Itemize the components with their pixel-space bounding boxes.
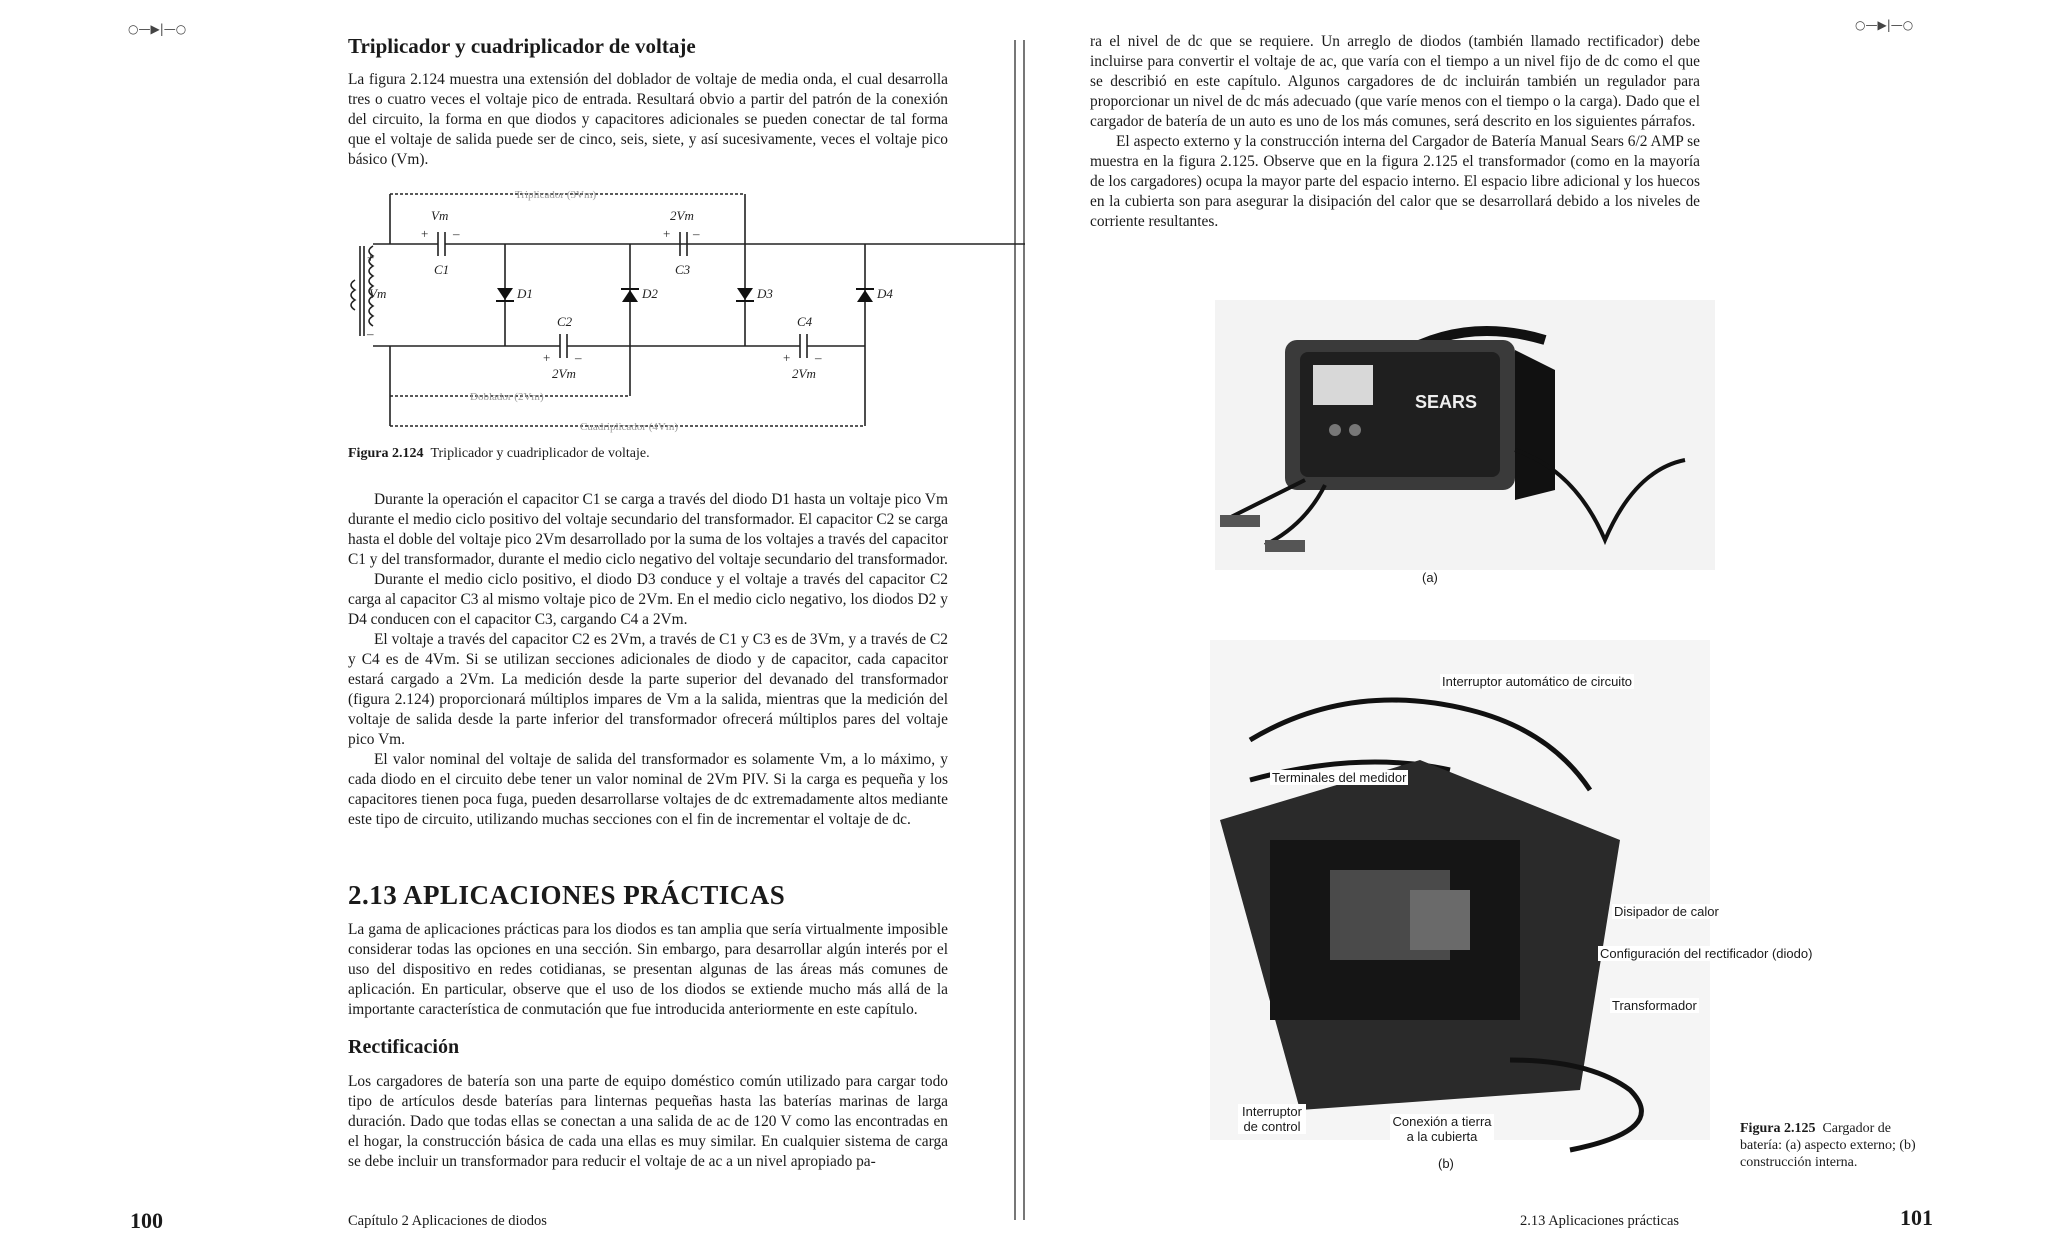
footer-left: Capítulo 2 Aplicaciones de diodos (348, 1213, 547, 1229)
photo-charger-exterior (1215, 300, 1715, 570)
svg-text:+: + (421, 226, 429, 241)
section-title-triplicador: Triplicador y cuadriplicador de voltaje (348, 34, 696, 58)
callout-disipador: Disipador de calor (1614, 904, 1719, 919)
photo-a-label: (a) (1422, 570, 1438, 585)
rectificacion-paragraph: Los cargadores de batería son una parte de equipo doméstico común utilizado para cargar todo tipo de artículos desde baterías para linternas pequeñas hasta las baterías marinas de larga duración. Dado que todas ellas se conectan a una salida de ac de 120 V como las encontradas en el hogar, la construcción básica de cada una ellas es muy similar. En cualquier sistema de carga se debe incluir un transformador para reducir el voltaje de ac a un nivel apropiado pa- (348, 1073, 948, 1170)
label-quadrupler: Cuadriplicador (4Vm) (580, 421, 679, 433)
svg-text:+: + (783, 350, 791, 365)
label-2vm-top: 2Vm (670, 208, 694, 223)
callout-interruptor-automatico: Interruptor automático de circuito (1442, 674, 1633, 689)
page-number-right: 101 (1900, 1205, 1933, 1230)
callout-terminales-medidor: Terminales del medidor (1272, 770, 1407, 785)
label-d1: D1 (517, 286, 533, 301)
page-number-left: 100 (130, 1208, 163, 1233)
svg-text:–: – (453, 226, 460, 241)
callout-conexion-tierra: Conexión a tierra a la cubierta (1390, 1114, 1494, 1144)
gutter-rule (1014, 40, 1016, 1220)
callout-interruptor-control: Interruptor de control (1238, 1104, 1306, 1134)
label-d2: D2 (642, 286, 658, 301)
rectificacion-heading: Rectificación (348, 1036, 460, 1058)
figure-2-124-circuit (345, 186, 893, 438)
label-d3: D3 (757, 286, 773, 301)
section-213-heading: 2.13 APLICACIONES PRÁCTICAS (348, 880, 786, 910)
gutter-rule (1023, 40, 1025, 1220)
photo-b-label: (b) (1438, 1156, 1454, 1171)
label-vm-top: Vm (431, 208, 449, 223)
svg-text:+: + (367, 250, 375, 265)
svg-text:–: – (367, 326, 374, 341)
footer-right: 2.13 Aplicaciones prácticas (1520, 1213, 1680, 1229)
callout-transformador: Transformador (1612, 998, 1697, 1013)
body-text: Durante la operación el capacitor C1 se carga a través del diodo D1 hasta un voltaje pico Vm durante el medio ciclo positivo del voltaje secundario del transformador. El capacitor C2 se carga hasta el doble del voltaje pico 2Vm desarrollado por la suma de los voltajes a través del capacitor C1 y del transformador, durante el medio ciclo negativo del voltaje secundario del transformador. Durante el medio ciclo positivo, el diodo D3 conduce y el voltaje a través del capacitor C2 carga al capacitor C3 al mismo voltaje pico de 2Vm. En el medio ciclo negativo, los diodos D2 y D4 conducen con el capacitor C3, cargando C4 a 2Vm. El voltaje a través del capacitor C2 es 2Vm, a través de C1 y C3 es de 3Vm, y a través de C2 y C4 es de 4Vm. Si se utilizan secciones adicionales de diodo y de capacitor, cada capacitor estará cargado a 2Vm. La medición desde la parte superior del devanado del transformador (figura 2.124) proporcionará múltiplos impares de Vm a la salida, mientras que la medición del voltaje de salida desde la parte inferior del transformador ofrecerá múltiplos pares del voltaje pico Vm. El valor nominal del voltaje de salida del transformador es solamente Vm, a lo máximo, y cada diodo en el circuito debe tener un valor nominal de 2Vm PIV. Si la carga es pequeña y los capacitores tienen poca fuga, pueden desarrollarse voltajes de dc extremadamente altos mediante este tipo de circuito, utilizando muchas secciones con el fin de incrementar el voltaje de dc. (348, 491, 948, 828)
figure-2-125-caption: Figura 2.125 Cargador de batería: (a) aspecto externo; (b) construcción interna. (1740, 1121, 1916, 1170)
label-c4: C4 (797, 314, 813, 329)
svg-text:+: + (543, 350, 551, 365)
figure-2-124-caption: Figura 2.124 Triplicador y cuadriplicador de voltaje. (348, 446, 650, 461)
intro-paragraph: La figura 2.124 muestra una extensión del doblador de voltaje de media onda, el cual desarrolla tres o cuatro veces el voltaje pico de entrada. Resultará obvio a partir del patrón de la conexión del circuito, la forma en que diodos y capacitores adicionales se pueden conectar de tal forma que el voltaje de salida puede ser de cinco, seis, siete, y así sucesivamente, veces el voltaje pico básico (Vm). (348, 71, 948, 168)
label-vm-secondary: Vm (369, 286, 387, 301)
diode-symbol-icon: ○—▶|—○ (128, 22, 187, 36)
charger-brand-label: SEARS (1415, 392, 1478, 412)
label-doubler: Doblador (2Vm) (470, 391, 544, 403)
label-2vm-c4: 2Vm (792, 366, 816, 381)
svg-text:–: – (815, 350, 822, 365)
callout-configuracion: Configuración del rectificador (diodo) (1600, 946, 1813, 961)
svg-text:–: – (575, 350, 582, 365)
svg-text:–: – (693, 226, 700, 241)
label-c1: C1 (434, 262, 450, 277)
label-c3: C3 (675, 262, 691, 277)
label-2vm-c2: 2Vm (552, 366, 576, 381)
diode-symbol-icon: ○—▶|—○ (1855, 18, 1914, 32)
right-top-paragraphs: ra el nivel de dc que se requiere. Un arreglo de diodos (también llamado rectificador) debe incluirse para convertir el voltaje de ac, que varía con el tiempo a un nivel fijo de dc como el que se describió en este capítulo. Algunos cargadores de dc incluirán también un regulador para proporcionar un nivel de dc más adecuado (que varíe menos con el tiempo o la carga). Dado que el cargador de batería de un auto es uno de los más comunes, será descrito en los siguientes párrafos. El aspecto externo y la construcción interna del Cargador de Batería Manual Sears 6/2 AMP se muestra en la figura 2.125. Observe que en la figura 2.125 el transformador (como en la mayoría de los cargadores) ocupa la mayor parte del espacio interno. El espacio libre adicional y los huecos en la cubierta son para asegurar la disipación del calor que se desarrollará debido a los niveles de corriente resultantes. (1090, 33, 1700, 230)
label-d4: D4 (877, 286, 893, 301)
svg-text:+: + (663, 226, 671, 241)
label-tripler: Triplicador (3Vm) (515, 189, 597, 201)
photo-charger-interior (1210, 640, 1710, 1140)
label-c2: C2 (557, 314, 573, 329)
section-213-paragraph: La gama de aplicaciones prácticas para los diodos es tan amplia que sería virtualmente imposible considerar todas las opciones en una sección. Sin embargo, para desarrollar algún interés por el uso del dispositivo en redes cotidianas, se presentan algunas de las áreas más comunes de aplicación. En particular, observe que el uso de los diodos se extiende mucho más allá de la importante característica de conmutación que fue introducida anteriormente en este capítulo. (348, 921, 948, 1018)
